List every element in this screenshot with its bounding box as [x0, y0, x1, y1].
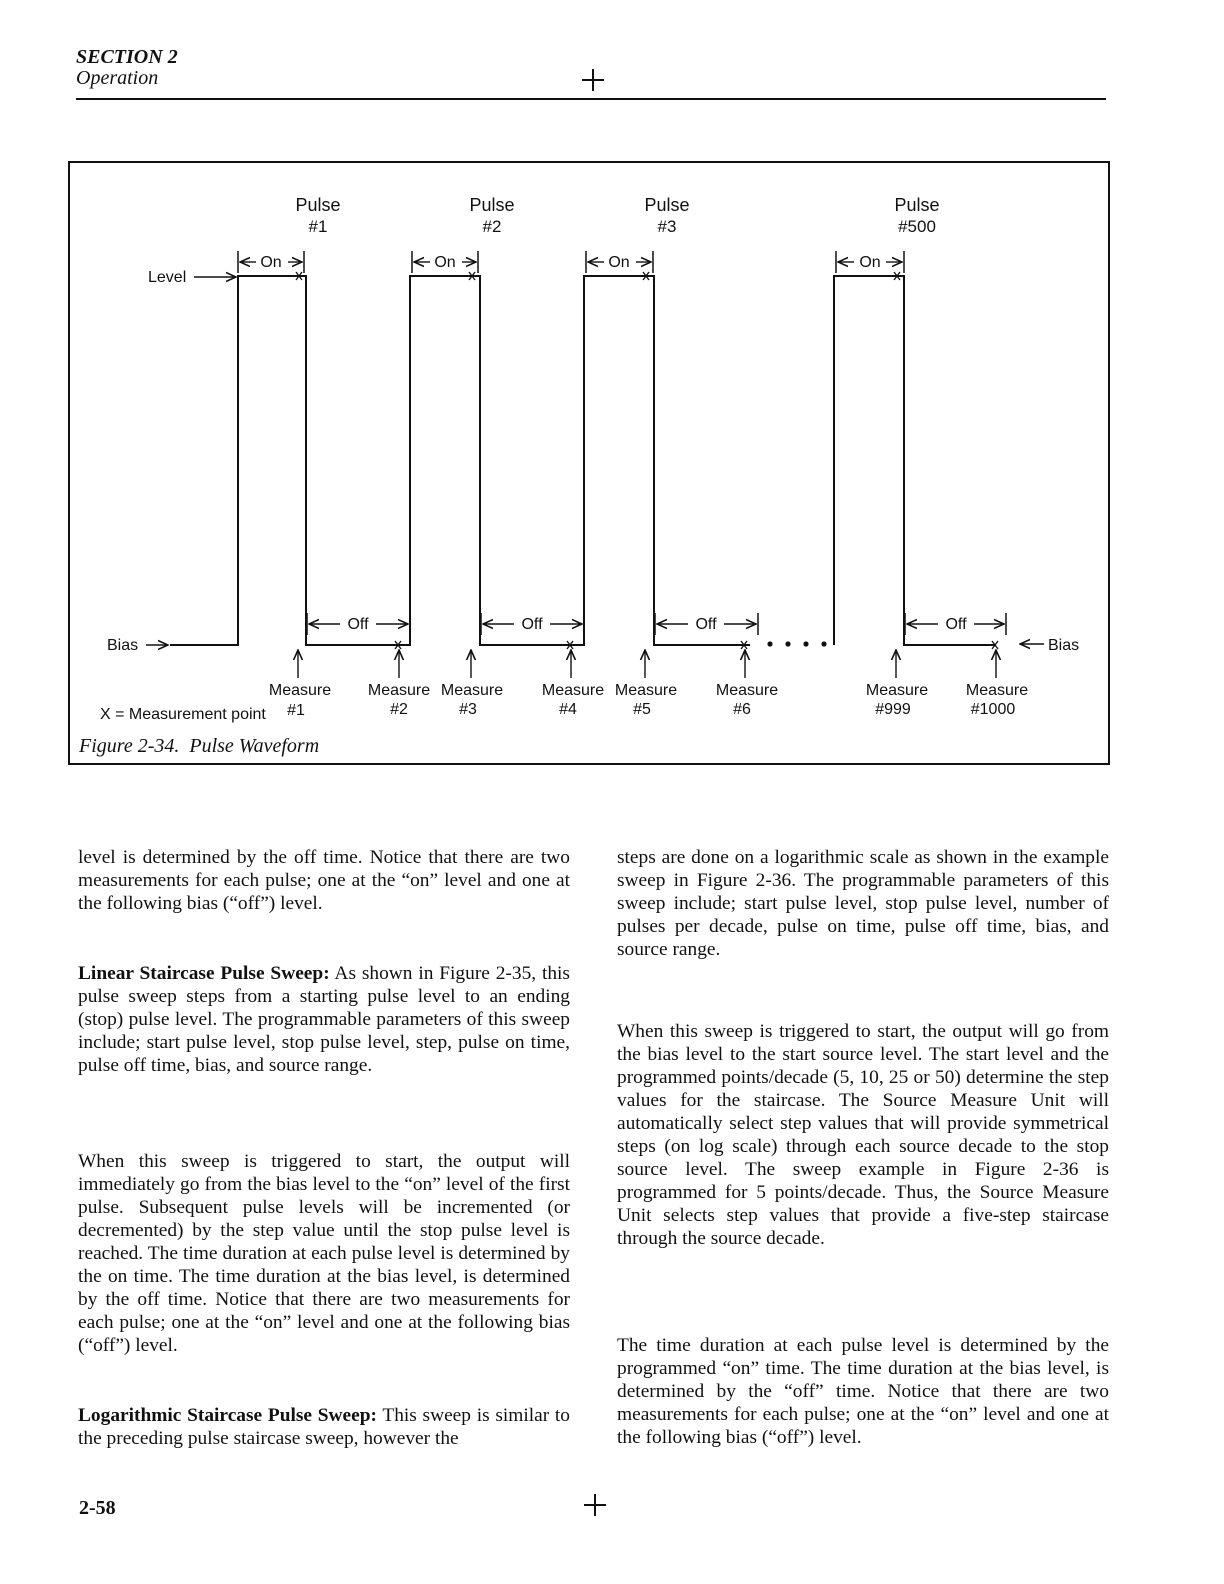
pulse-number-1: #1 — [308, 217, 328, 236]
waveform-line — [170, 276, 996, 645]
figure-caption-label: Figure 2-34. — [79, 735, 180, 757]
run-in-heading-logarithmic: Logarithmic Staircase Pulse Sweep: — [78, 1405, 377, 1426]
left-paragraph-2 — [78, 962, 570, 1077]
measure-number-5: #5 — [633, 701, 651, 718]
on-label-3: On — [608, 254, 630, 271]
section-heading: SECTION 2 — [76, 46, 178, 68]
pulse-title-1: Pulse — [295, 195, 341, 215]
measure-label-6: Measure — [715, 682, 779, 699]
left-paragraph-4 — [78, 1404, 570, 1450]
header-rule — [76, 98, 1106, 100]
figure-pulse-waveform — [68, 161, 1110, 765]
bias-label-right: Bias — [1048, 637, 1080, 654]
measure-number-6: #6 — [733, 701, 751, 718]
measure-label-4: Measure — [541, 682, 605, 699]
measure-number-1000: #1000 — [970, 701, 1016, 718]
right-paragraph-1: steps are done on a logarithmic scale as shown in the example sweep in Figure 2-36. The programmable parameters of this sweep include; start pulse level, stop pulse level, number of pulses per decade, pulse on time, pulse off time, bias, and source range. — [617, 847, 1109, 960]
measure-label-1: Measure — [268, 682, 332, 699]
right-paragraph-2: When this sweep is triggered to start, the output will go from the bias level to the start source level. The start level and the programmed points/decade (5, 10, 25 or 50) determine the step values for the staircase. The Source Measure Unit will automatically select step values that will provide symmetrical steps (on log scale) through each source decade to the stop source level. The sweep example in Figure 2-36 is programmed for 5 points/decade. Thus, the Source Measure Unit selects step values that provide a five-step staircase through the source decade. — [617, 1021, 1109, 1249]
measure-label-3: Measure — [440, 682, 504, 699]
on-label-500: On — [859, 254, 881, 271]
left-paragraph-1: level is determined by the off time. Notice that there are two measurements for each pulse; one at the “on” level and one at the following bias (“off”) level. — [78, 847, 570, 914]
on-label-1: On — [260, 254, 282, 271]
pulse-number-500: #500 — [898, 217, 936, 236]
pulse-title-2: Pulse — [469, 195, 515, 215]
off-label-1: Off — [347, 616, 369, 633]
figure-caption-title: Pulse Waveform — [189, 735, 320, 757]
measure-number-999: #999 — [875, 701, 911, 718]
left-paragraph-3: When this sweep is triggered to start, the output will immediately go from the bias level to the “on” level of the first pulse. Subsequent pulse levels will be incremented (or decremented) by the step value until the stop pulse level is reached. The time duration at each pulse level is determined by the on time. The time duration at the bias level, is determined by the off time. Notice that there are two measurements for each pulse; one at the “on” level and one at the following bias (“off”) level. — [78, 1151, 570, 1356]
measure-number-4: #4 — [559, 701, 577, 718]
pulse-waveform-diagram — [70, 163, 1110, 765]
off-label-3: Off — [695, 616, 717, 633]
right-paragraph-3: The time duration at each pulse level is determined by the programmed “on” time. The time duration at the bias level, is determined by the “off” time. Notice that there are two measurements for each pulse; one at the “on” level and one at the following bias (“off”) level. — [617, 1335, 1109, 1448]
off-label-500: Off — [945, 616, 967, 633]
measure-number-2: #2 — [390, 701, 408, 718]
measure-number-1: #1 — [287, 702, 305, 719]
measurement-note: X = Measurement point — [100, 706, 266, 723]
pulse-title-3: Pulse — [644, 195, 690, 215]
registration-mark-top — [582, 69, 604, 91]
off-label-2: Off — [521, 616, 543, 633]
section-subtitle: Operation — [76, 67, 159, 89]
measure-label-1000: Measure — [965, 682, 1029, 699]
pulse-number-2: #2 — [482, 217, 502, 236]
logarithmic-sweep-text: This sweep is similar to the preceding pulse staircase sweep, however the — [78, 1405, 570, 1449]
pulse-title-500: Pulse — [894, 195, 940, 215]
linear-sweep-text: As shown in Figure 2-35, this pulse sweep steps from a starting pulse level to an ending (stop) pulse level. The programmable parameters of this sweep include; start pulse level, stop pulse level, step, pulse on time, pulse off time, bias, and source range. — [78, 963, 570, 1076]
bias-label-left: Bias — [107, 637, 139, 654]
page-number: 2-58 — [79, 1497, 116, 1519]
measure-number-3: #3 — [459, 701, 477, 718]
registration-mark-bottom — [584, 1494, 606, 1516]
on-label-2: On — [434, 254, 456, 271]
run-in-heading-linear: Linear Staircase Pulse Sweep: — [78, 963, 330, 984]
measure-label-5: Measure — [614, 682, 678, 699]
pulse-number-3: #3 — [657, 217, 677, 236]
measure-label-2: Measure — [367, 682, 431, 699]
figure-caption — [79, 735, 319, 758]
measure-label-999: Measure — [865, 682, 929, 699]
level-label: Level — [148, 269, 187, 286]
